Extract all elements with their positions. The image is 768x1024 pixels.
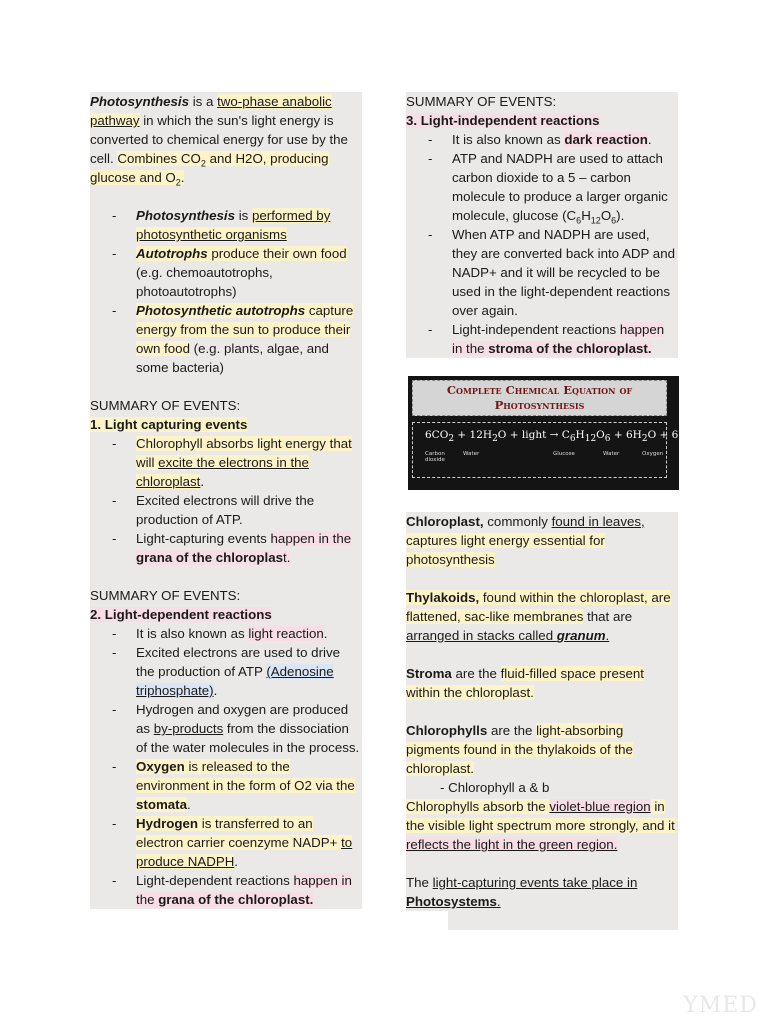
list-item: - Excited electrons will drive the production of ATP. (90, 491, 362, 529)
list-item-mid: produce their own food (207, 246, 347, 261)
photosystems-def (406, 873, 678, 911)
photosystems-a: The (406, 875, 433, 890)
list-item (90, 643, 362, 700)
eq-part: O (596, 429, 605, 441)
spacer (90, 187, 362, 206)
chloroplast-end: captures light energy essential for photosynthesis (406, 533, 605, 567)
stroma-term: Stroma (406, 666, 452, 681)
list-item-mid: capture energy from the sun to produce their own food (136, 303, 354, 356)
s2-b4-bold2: stomata (136, 797, 187, 812)
thylakoids-mid2: that are (583, 609, 633, 624)
list-item (90, 529, 362, 567)
intro-phrase: two-phase anabolic pathway (90, 94, 332, 128)
s2-b5-bold: Hydrogen (136, 816, 199, 831)
stroma-hl: fluid-filled space present within the chloroplast. (406, 666, 644, 700)
stroma-mid: are the (451, 666, 501, 681)
s3-sub1: 6 (576, 215, 582, 226)
summary2-list (90, 624, 362, 909)
absorb-def (406, 797, 678, 854)
list-item (90, 757, 362, 814)
s1-b3-bold: grana of the chloroplas (136, 550, 284, 565)
thylakoids-mid: found within the chloroplast, (479, 590, 652, 605)
list-item-term: Photosynthetic autotrophs (136, 303, 306, 318)
s3-b1-end: . (647, 132, 652, 147)
figure-title-box (412, 380, 667, 416)
list-item (90, 624, 362, 643)
chlorophyll-ab: - Chlorophyll a & b (406, 778, 678, 797)
s2-b6-p: happen in the (136, 873, 352, 907)
eq-sub: 2 (641, 434, 648, 445)
list-item-mid: is (235, 208, 253, 223)
s2-b2-a: Excited electrons are used to drive the production of ATP (136, 645, 340, 679)
spacer (90, 567, 362, 586)
list-item (90, 206, 362, 244)
combines-pre: Combines CO (117, 151, 201, 166)
s2-b2-end: . (213, 683, 218, 698)
eq-sub: 2 (686, 434, 693, 445)
chlorophylls-def (406, 721, 678, 778)
thylakoids-end: . (605, 628, 610, 643)
s3-b4-a: Light-independent reactions (452, 322, 620, 337)
s3-b2-end: ). (616, 208, 625, 223)
granum-term: granum (556, 628, 606, 643)
list-item-highlight: performed by photosynthetic organisms (136, 208, 331, 242)
o2-sub: 2 (175, 177, 181, 188)
right-top-column (406, 92, 678, 358)
absorb-u: violet-blue region (549, 799, 651, 814)
s3-sub2: 12 (590, 215, 601, 226)
list-item (90, 244, 362, 301)
summary1-list (90, 434, 362, 567)
figure-title-line1: Complete Chemical Equation of (446, 383, 633, 397)
s2-b5-mid: is transferred to an electron carrier coenzyme NADP+ (136, 816, 342, 850)
eq-part: O + light → C (497, 429, 570, 441)
eq-sub: 2 (492, 434, 498, 445)
eq-part: O + 6O (647, 429, 687, 441)
s2-b5-end: . (234, 854, 238, 869)
absorb-u2: reflects the light in the green region. (406, 837, 618, 852)
spacer (406, 854, 678, 873)
spacer (90, 377, 362, 396)
label-water-2: Water (603, 451, 620, 457)
s2-b3-a: Hydrogen and oxygen are produced as (136, 702, 349, 736)
s1-b3-a: Light-capturing events (136, 531, 271, 546)
s3-b2-a: ATP and NADPH are used to attach carbon dioxide to a 5 – carbon molecule to produce a larger organic molecule, glucose (C (452, 151, 668, 223)
chemical-equation (425, 429, 693, 445)
summary1-heading: SUMMARY OF EVENTS: (90, 396, 362, 415)
s2-b5-u: to produce NADPH (136, 835, 353, 869)
list-item (90, 434, 362, 491)
s1-b3-end: t. (283, 550, 291, 565)
summary3-heading: SUMMARY OF EVENTS: (406, 92, 678, 111)
chlorophylls-hl: light-absorbing pigments found in the thylakoids of the chloroplast. (406, 723, 633, 776)
s2-b3-end: from the dissociation of the water molecules in the process. (136, 721, 360, 755)
label-oxygen: Oxygen (642, 451, 664, 457)
summary3-title: 3. Light-independent reactions (406, 113, 600, 128)
chlorophylls-mid: are the (487, 723, 537, 738)
s1-b1-a: Chlorophyll absorbs light energy that will (136, 436, 352, 470)
list-item-term: Autotrophs (136, 246, 208, 261)
photosystems-u: light-capturing events take place in (432, 875, 638, 890)
absorb-b: in the visible light spectrum more strongly, and it (406, 799, 675, 833)
absorb-a: Chlorophylls absorb the (406, 799, 550, 814)
label-water: Water (463, 451, 480, 457)
combines-mid: and H2O, producing glucose and O (90, 151, 329, 185)
equation-figure (408, 376, 693, 490)
s2-b4-mid: is released to the environment in the form of O2 via the (136, 759, 355, 793)
list-item-end: (e.g. plants, algae, and some bacteria) (136, 341, 329, 375)
list-item (406, 149, 678, 225)
label-glucose: Glucose (553, 451, 575, 457)
list-item (90, 700, 362, 757)
s3-sub3: 6 (611, 215, 617, 226)
s2-b6-bold: grana of the chloroplast. (158, 892, 314, 907)
intro-paragraph (90, 92, 362, 187)
spacer (406, 645, 678, 664)
list-item (406, 320, 678, 358)
thylakoids-u: arranged in stacks called (406, 628, 557, 643)
atp-link[interactable]: (Adenosine triphosphate) (136, 664, 334, 698)
s1-b1-u: excite the electrons in the chloroplast (136, 455, 309, 489)
s2-b4-end: . (187, 797, 191, 812)
eq-sub: 2 (448, 434, 455, 445)
list-item (90, 301, 362, 377)
s2-b6-a: Light-dependent reactions (136, 873, 294, 888)
chloroplast-term: Chloroplast, (406, 514, 484, 529)
eq-sub: 12 (584, 434, 597, 445)
chloroplast-mid: commonly (483, 514, 552, 529)
list-item (90, 871, 362, 909)
s3-b1-bold: dark reaction (564, 132, 648, 147)
eq-part: + 6H (610, 429, 642, 441)
thylakoids-def (406, 588, 678, 645)
combines-end: . (180, 170, 185, 185)
list-item-end: (e.g. chemoautotrophs, photoautotrophs) (136, 265, 273, 299)
thylakoids-term: Thylakoids, (406, 590, 480, 605)
photosystems-term: Photosystems (406, 894, 497, 909)
eq-sub: 6 (604, 434, 611, 445)
s3-b4-p: happen in the (452, 322, 665, 356)
spacer (406, 569, 678, 588)
list-item (90, 814, 362, 871)
co2-sub: 2 (200, 158, 206, 169)
s3-h: H (581, 208, 591, 223)
intro-is-a: is a (189, 94, 218, 109)
list-item (406, 130, 678, 149)
eq-part: H (575, 429, 585, 441)
summary2-heading: SUMMARY OF EVENTS: (90, 586, 362, 605)
intro-rest: in which the sun's light energy is converted to chemical energy for use by the cell. (90, 113, 348, 166)
eq-sub: 6 (569, 434, 576, 445)
s2-b4-bold: Oxygen (136, 759, 185, 774)
organisms-list (90, 206, 362, 377)
eq-part: + 12H (454, 429, 493, 441)
s1-b1-end: . (200, 474, 205, 489)
figure-title-line2: Photosynthesis (494, 398, 585, 412)
photosystems-end: . (496, 894, 501, 909)
list-item: - When ATP and NADPH are used, they are converted back into ADP and NADP+ and it will be recycled to be used in the light-dependent reactions over again. (406, 225, 678, 320)
label-carbon-dioxide: Carbon dioxide (425, 451, 445, 463)
thylakoids-hl: are flattened, sac-like membranes (406, 590, 671, 624)
s2-b1-p: light reaction (248, 626, 324, 641)
s3-b1-a: It is also known as (452, 132, 565, 147)
chlorophylls-term: Chlorophylls (406, 723, 488, 738)
list-item-term: Photosynthesis (136, 208, 236, 223)
summary3-list (406, 130, 678, 358)
s3-b4-bold: stroma of the chloroplast. (488, 341, 652, 356)
definitions-column (406, 512, 678, 930)
s3-o: O (600, 208, 612, 223)
summary2-title: 2. Light-dependent reactions (90, 607, 272, 622)
eq-part: 6CO (425, 429, 449, 441)
s1-b3-p: happen in the (270, 531, 352, 546)
stroma-def (406, 664, 678, 702)
chloroplast-def (406, 512, 678, 569)
trailing-block (448, 911, 678, 930)
s2-b1-end: . (323, 626, 328, 641)
intro-combines (90, 151, 329, 188)
s2-b1-a: It is also known as (136, 626, 249, 641)
intro-term: Photosynthesis (90, 94, 190, 109)
watermark-logo: YMED (683, 993, 758, 1018)
s2-b3-u: by-products (153, 721, 224, 736)
chloroplast-u: found in leaves, (551, 514, 645, 529)
spacer (406, 702, 678, 721)
summary1-title: 1. Light capturing events (90, 417, 248, 432)
left-column (90, 92, 362, 909)
figure-equation-box (412, 422, 693, 478)
